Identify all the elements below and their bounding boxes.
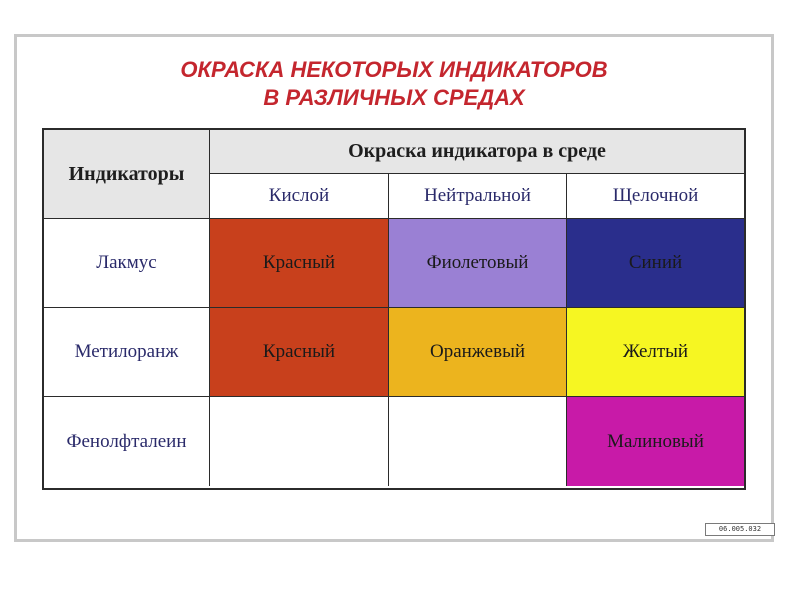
cell-phenolphthalein-neutral: [389, 397, 567, 486]
cell-litmus-alkaline: Синий: [567, 219, 744, 308]
header-neutral: Нейтральной: [389, 174, 567, 219]
poster-title: [0, 56, 788, 112]
header-indicators: Индикаторы: [44, 130, 210, 219]
indicator-table: [42, 128, 746, 490]
title-line-2: В РАЗЛИЧНЫХ СРЕДАХ: [263, 85, 525, 110]
row-label-litmus: Лакмус: [44, 219, 210, 308]
row-label-methyl-orange: Метилоранж: [44, 308, 210, 397]
header-medium-color: Окраска индикатора в среде: [210, 130, 744, 174]
cell-phenolphthalein-acidic: [210, 397, 389, 486]
cell-methyl-orange-alkaline: Желтый: [567, 308, 744, 397]
header-alkaline: Щелочной: [567, 174, 744, 219]
cell-litmus-acidic: Красный: [210, 219, 389, 308]
reference-code: 06.005.032: [705, 523, 775, 536]
cell-methyl-orange-neutral: Оранжевый: [389, 308, 567, 397]
cell-methyl-orange-acidic: Красный: [210, 308, 389, 397]
cell-litmus-neutral: Фиолетовый: [389, 219, 567, 308]
header-acidic: Кислой: [210, 174, 389, 219]
cell-phenolphthalein-alkaline: Малиновый: [567, 397, 744, 486]
row-label-phenolphthalein: Фенолфталеин: [44, 397, 210, 486]
title-line-1: ОКРАСКА НЕКОТОРЫХ ИНДИКАТОРОВ: [180, 57, 608, 82]
